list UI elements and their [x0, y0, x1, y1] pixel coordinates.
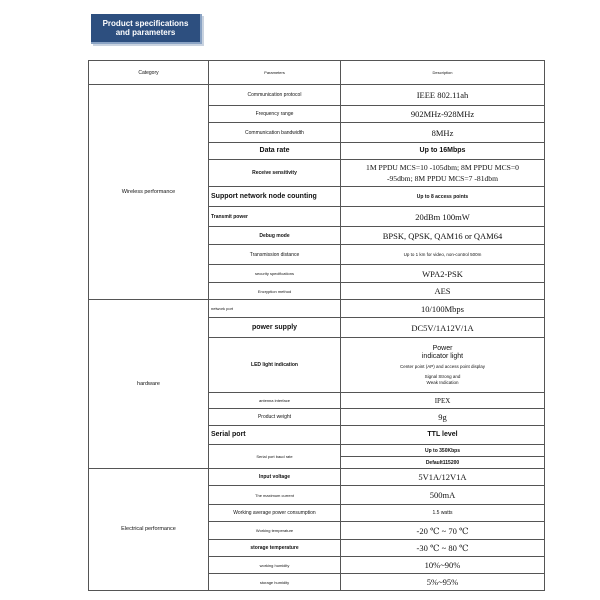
param-label: storage humidity [209, 574, 341, 591]
header-category: Category [89, 61, 209, 85]
sensitivity-line-2: -95dbm; 8M PPDU MCS=7 -81dbm [386, 174, 499, 183]
led-line-4: Signal Strong and [424, 374, 461, 380]
header-parameters: Parameters [209, 61, 341, 85]
param-label: Product weight [209, 409, 341, 426]
param-label: Input voltage [209, 469, 341, 486]
param-value: Default115200 [341, 457, 545, 469]
param-label: antenna interface [209, 393, 341, 409]
param-value: -20 ℃ ~ 70 ℃ [341, 522, 545, 540]
param-value: Up to 8 access points [341, 187, 545, 207]
group-electrical: Electrical performance [89, 469, 209, 591]
led-line-5: Weak Indication [426, 379, 459, 385]
param-label: network port [209, 300, 341, 318]
param-value: WPA2-PSK [341, 265, 545, 283]
banner-line-2: and parameters [115, 28, 176, 37]
param-label: Transmission distance [209, 245, 341, 265]
param-label: working humidity [209, 557, 341, 574]
param-label: power supply [209, 318, 341, 338]
param-label: Serial port [209, 426, 341, 445]
param-label: security specifications [209, 265, 341, 283]
table-row [89, 85, 545, 106]
param-value: Up to 1 km for video, non-control 500m [341, 245, 545, 265]
param-value [341, 338, 545, 393]
table-row [89, 300, 545, 318]
param-value: 1.5 watts [341, 505, 545, 522]
param-value: 8MHz [341, 123, 545, 143]
banner-line-1: Product specifications [102, 19, 189, 28]
led-line-1: Power [432, 344, 453, 352]
param-label: The maximum current [209, 486, 341, 505]
sensitivity-line-1: 1M PPDU MCS=10 -105dbm; 8M PPDU MCS=0 [366, 163, 519, 172]
param-label: Frequency range [209, 106, 341, 123]
param-value: 5%~95% [341, 574, 545, 591]
param-value [341, 160, 545, 187]
param-label: Transmit power [209, 207, 341, 227]
led-line-3: Center point (AP) and access point display [399, 363, 486, 369]
param-value: TTL level [341, 426, 545, 445]
param-value: Up to 16Mbps [341, 143, 545, 160]
param-value: IPEX [341, 393, 545, 409]
param-value: 5V1A/12V1A [341, 469, 545, 486]
param-label: Support network node counting [209, 187, 341, 207]
param-label: Serial port baud rate [209, 445, 341, 469]
header-description: Description [341, 61, 545, 85]
param-label: Receive sensitivity [209, 160, 341, 187]
param-label: storage temperature [209, 540, 341, 557]
param-label: Data rate [209, 143, 341, 160]
param-label: Working temperature [209, 522, 341, 540]
led-line-2: indicator light [421, 352, 464, 360]
table-header-row [89, 61, 545, 85]
param-value: 20dBm 100mW [341, 207, 545, 227]
param-label: Working average power consumption [209, 505, 341, 522]
param-label: Communication protocol [209, 85, 341, 106]
param-label: LED light indication [209, 338, 341, 393]
param-label: Debug mode [209, 227, 341, 245]
param-value: AES [341, 283, 545, 300]
param-value: 9g [341, 409, 545, 426]
param-value: IEEE 802.11ah [341, 85, 545, 106]
param-value: 10%~90% [341, 557, 545, 574]
param-value: 10/100Mbps [341, 300, 545, 318]
param-label: Encryption method [209, 283, 341, 300]
param-value: 902MHz-928MHz [341, 106, 545, 123]
group-wireless: Wireless performance [89, 85, 209, 300]
param-value: Up to 350Kbps [341, 445, 545, 457]
table-row [89, 469, 545, 486]
param-label: Communication bandwidth [209, 123, 341, 143]
param-value: DC5V/1A12V/1A [341, 318, 545, 338]
param-value: -30 ℃ ~ 80 ℃ [341, 540, 545, 557]
param-value: 500mA [341, 486, 545, 505]
param-value: BPSK, QPSK, QAM16 or QAM64 [341, 227, 545, 245]
section-banner [91, 14, 202, 44]
spec-table [88, 60, 545, 591]
group-hardware: hardware [89, 300, 209, 469]
